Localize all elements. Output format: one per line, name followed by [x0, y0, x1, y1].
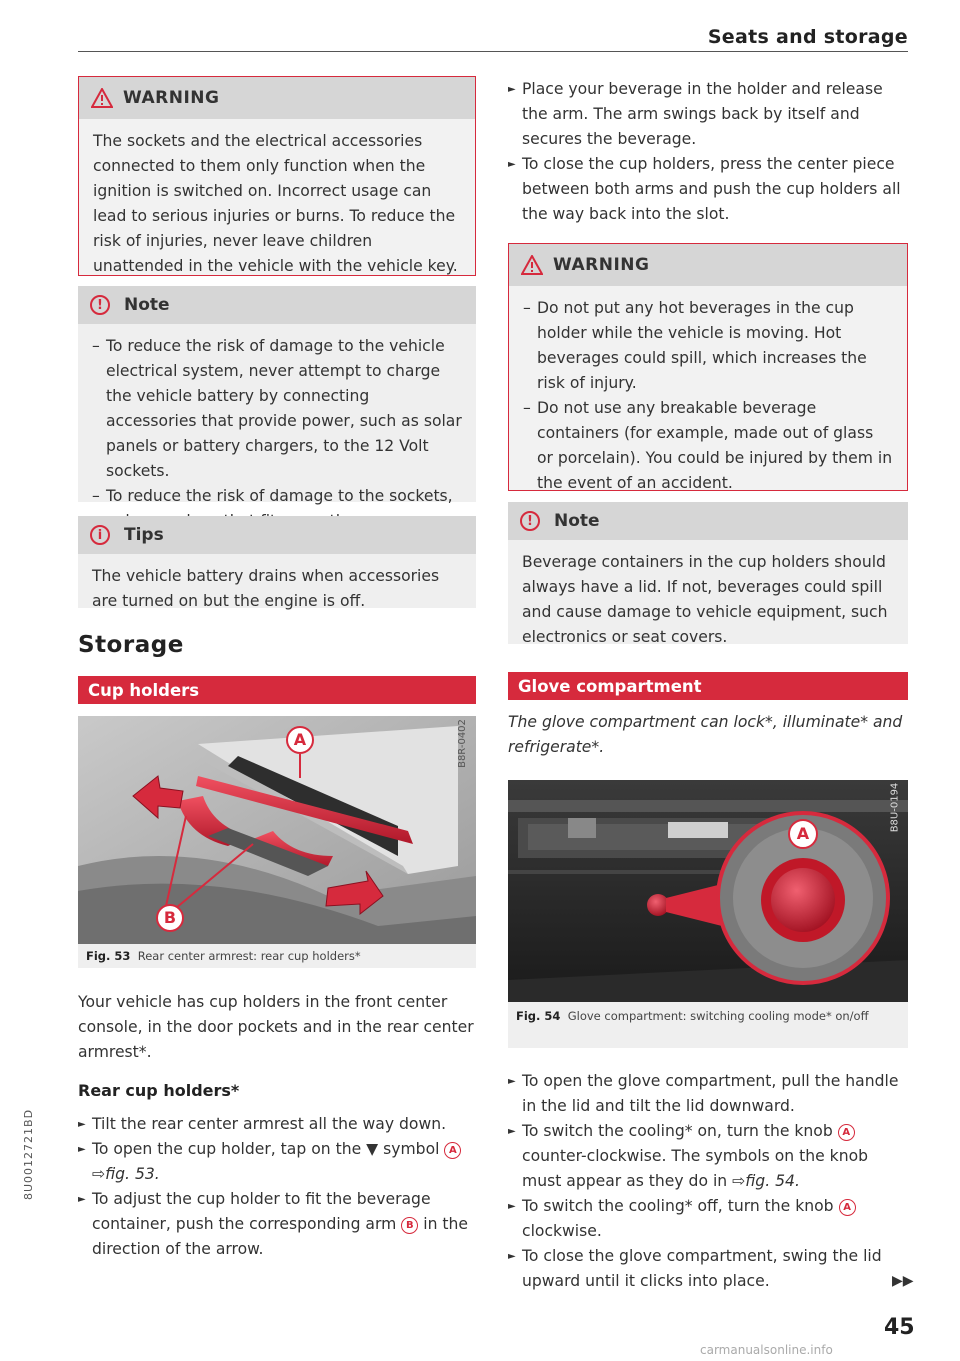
- callout-a-label: A: [796, 824, 810, 843]
- figure-53-image: [78, 716, 476, 944]
- subsection-bar-cup-holders: Cup holders: [78, 676, 476, 704]
- rear-cup-holders-heading: Rear cup holders*: [78, 1081, 240, 1100]
- step-item: ► Place your beverage in the holder and release the arm. The arm swings back by itself and secures the beverage.: [508, 80, 883, 148]
- continue-arrow-icon: ▶▶: [892, 1273, 914, 1289]
- tips-header: [78, 516, 476, 554]
- callout-a-label: A: [293, 730, 307, 749]
- glove-steps: [508, 1069, 908, 1294]
- warning-title: WARNING: [123, 88, 220, 108]
- tips-box: [78, 516, 476, 608]
- warning-triangle-icon: [521, 255, 543, 275]
- note-box-sockets: [78, 286, 476, 505]
- figure-53-code: B8R-0402: [456, 719, 468, 768]
- warning-box-beverages: [508, 243, 908, 491]
- cup-symbol-icon: ▼: [366, 1140, 379, 1158]
- warning-box-sockets: [78, 76, 476, 276]
- header-rule: [78, 51, 908, 52]
- warning-item: – Do not use any breakable beverage containers (for example, made out of glass or porcelain). You could be injured by them in the event of an accident.: [523, 399, 893, 492]
- page-header-title: Seats and storage: [707, 26, 908, 48]
- figure-53-caption: Fig. 53 Rear center armrest: rear cup holders*: [86, 949, 361, 963]
- document-code: 8U0012721BD: [22, 1108, 35, 1200]
- note-header: [508, 502, 908, 540]
- note-text: Beverage containers in the cup holders should always have a lid. If not, beverages could spill and cause damage to vehicle equipment, such electronics or seat covers.: [522, 553, 888, 646]
- note-exclamation-icon: !: [90, 295, 110, 315]
- warning-header: [509, 244, 907, 286]
- warning-title: WARNING: [553, 255, 650, 275]
- step-item: ► To switch the cooling* off, turn the knob A clockwise.: [508, 1194, 908, 1244]
- page-number: 45: [884, 1315, 915, 1340]
- note-item: – To reduce the risk of damage to the sockets,: [92, 487, 453, 505]
- figure-54: [508, 780, 908, 1048]
- tips-text: The vehicle battery drains when accessories are turned on but the engine is off.: [92, 567, 440, 610]
- glove-intro: The glove compartment can lock*, illuminate* and refrigerate*.: [508, 713, 903, 756]
- step-item: ► To open the cup holder, tap on the ▼ symbol A ⇨fig. 53.: [78, 1137, 476, 1187]
- circled-a: A: [444, 1142, 461, 1159]
- circled-a: A: [839, 1199, 856, 1216]
- warning-header: [79, 77, 475, 119]
- step-item: ► To close the glove compartment, swing the lid upward until it clicks into place.: [508, 1247, 882, 1290]
- fig-53-reference[interactable]: fig. 53.: [105, 1165, 160, 1183]
- note-exclamation-icon: !: [520, 511, 540, 531]
- note-header: [78, 286, 476, 324]
- note-box-beverages: [508, 502, 908, 644]
- note-item: – To reduce the risk of damage to the vehicle electrical system, never attempt to charge the vehicle battery by connecting accessories that provide power, such as solar panels or battery chargers, to the 12 Volt sockets.: [92, 337, 462, 480]
- step-item: ► To switch the cooling* on, turn the knob A counter-clockwise. The symbols on the knob must appear as they do in ⇨fig. 54.: [508, 1122, 869, 1190]
- watermark: carmanualsonline.info: [700, 1343, 833, 1357]
- tips-title: Tips: [124, 525, 164, 545]
- subsection-bar-glove-compartment: Glove compartment: [508, 672, 908, 700]
- cup-holders-body: [78, 990, 476, 1262]
- circled-b: B: [401, 1217, 418, 1234]
- info-icon: i: [90, 525, 110, 545]
- note-title: Note: [554, 511, 600, 531]
- warning-item: – Do not put any hot beverages in the cup holder while the vehicle is moving. Hot beverages could spill, which increases the risk of injury.: [523, 299, 867, 392]
- note-title: Note: [124, 295, 170, 315]
- warning-text: The sockets and the electrical accessories connected to them only function when the ignition is switched on. Incorrect usage can lead to serious injuries or burns. To reduce the risk of injuries, never leave children unattended in the vehicle with the vehicle key.: [93, 132, 458, 275]
- figure-53: [78, 716, 476, 968]
- step-item: ► To open the glove compartment, pull the handle in the lid and tilt the lid downward.: [508, 1072, 899, 1115]
- callout-b-label: B: [163, 908, 177, 927]
- cup-holders-steps-continued: [508, 77, 908, 227]
- step-item: ► To adjust the cup holder to fit the beverage container, push the corresponding arm B in the direction of the arrow.: [78, 1190, 469, 1258]
- figure-54-caption: Fig. 54 Glove compartment: switching cooling mode* on/off: [516, 1009, 869, 1023]
- fig-54-reference[interactable]: fig. 54.: [745, 1172, 800, 1190]
- warning-triangle-icon: [91, 88, 113, 108]
- cup-holders-intro: Your vehicle has cup holders in the front center console, in the door pockets and in the rear center armrest*.: [78, 993, 474, 1061]
- circled-a: A: [838, 1124, 855, 1141]
- step-item: ► Tilt the rear center armrest all the way down.: [78, 1115, 447, 1133]
- figure-54-image: [508, 780, 908, 1002]
- section-title-storage: Storage: [78, 632, 184, 658]
- figure-54-code: B8U-0194: [889, 782, 901, 833]
- step-item: ► To close the cup holders, press the center piece between both arms and push the cup holders all the way back into the slot.: [508, 155, 901, 223]
